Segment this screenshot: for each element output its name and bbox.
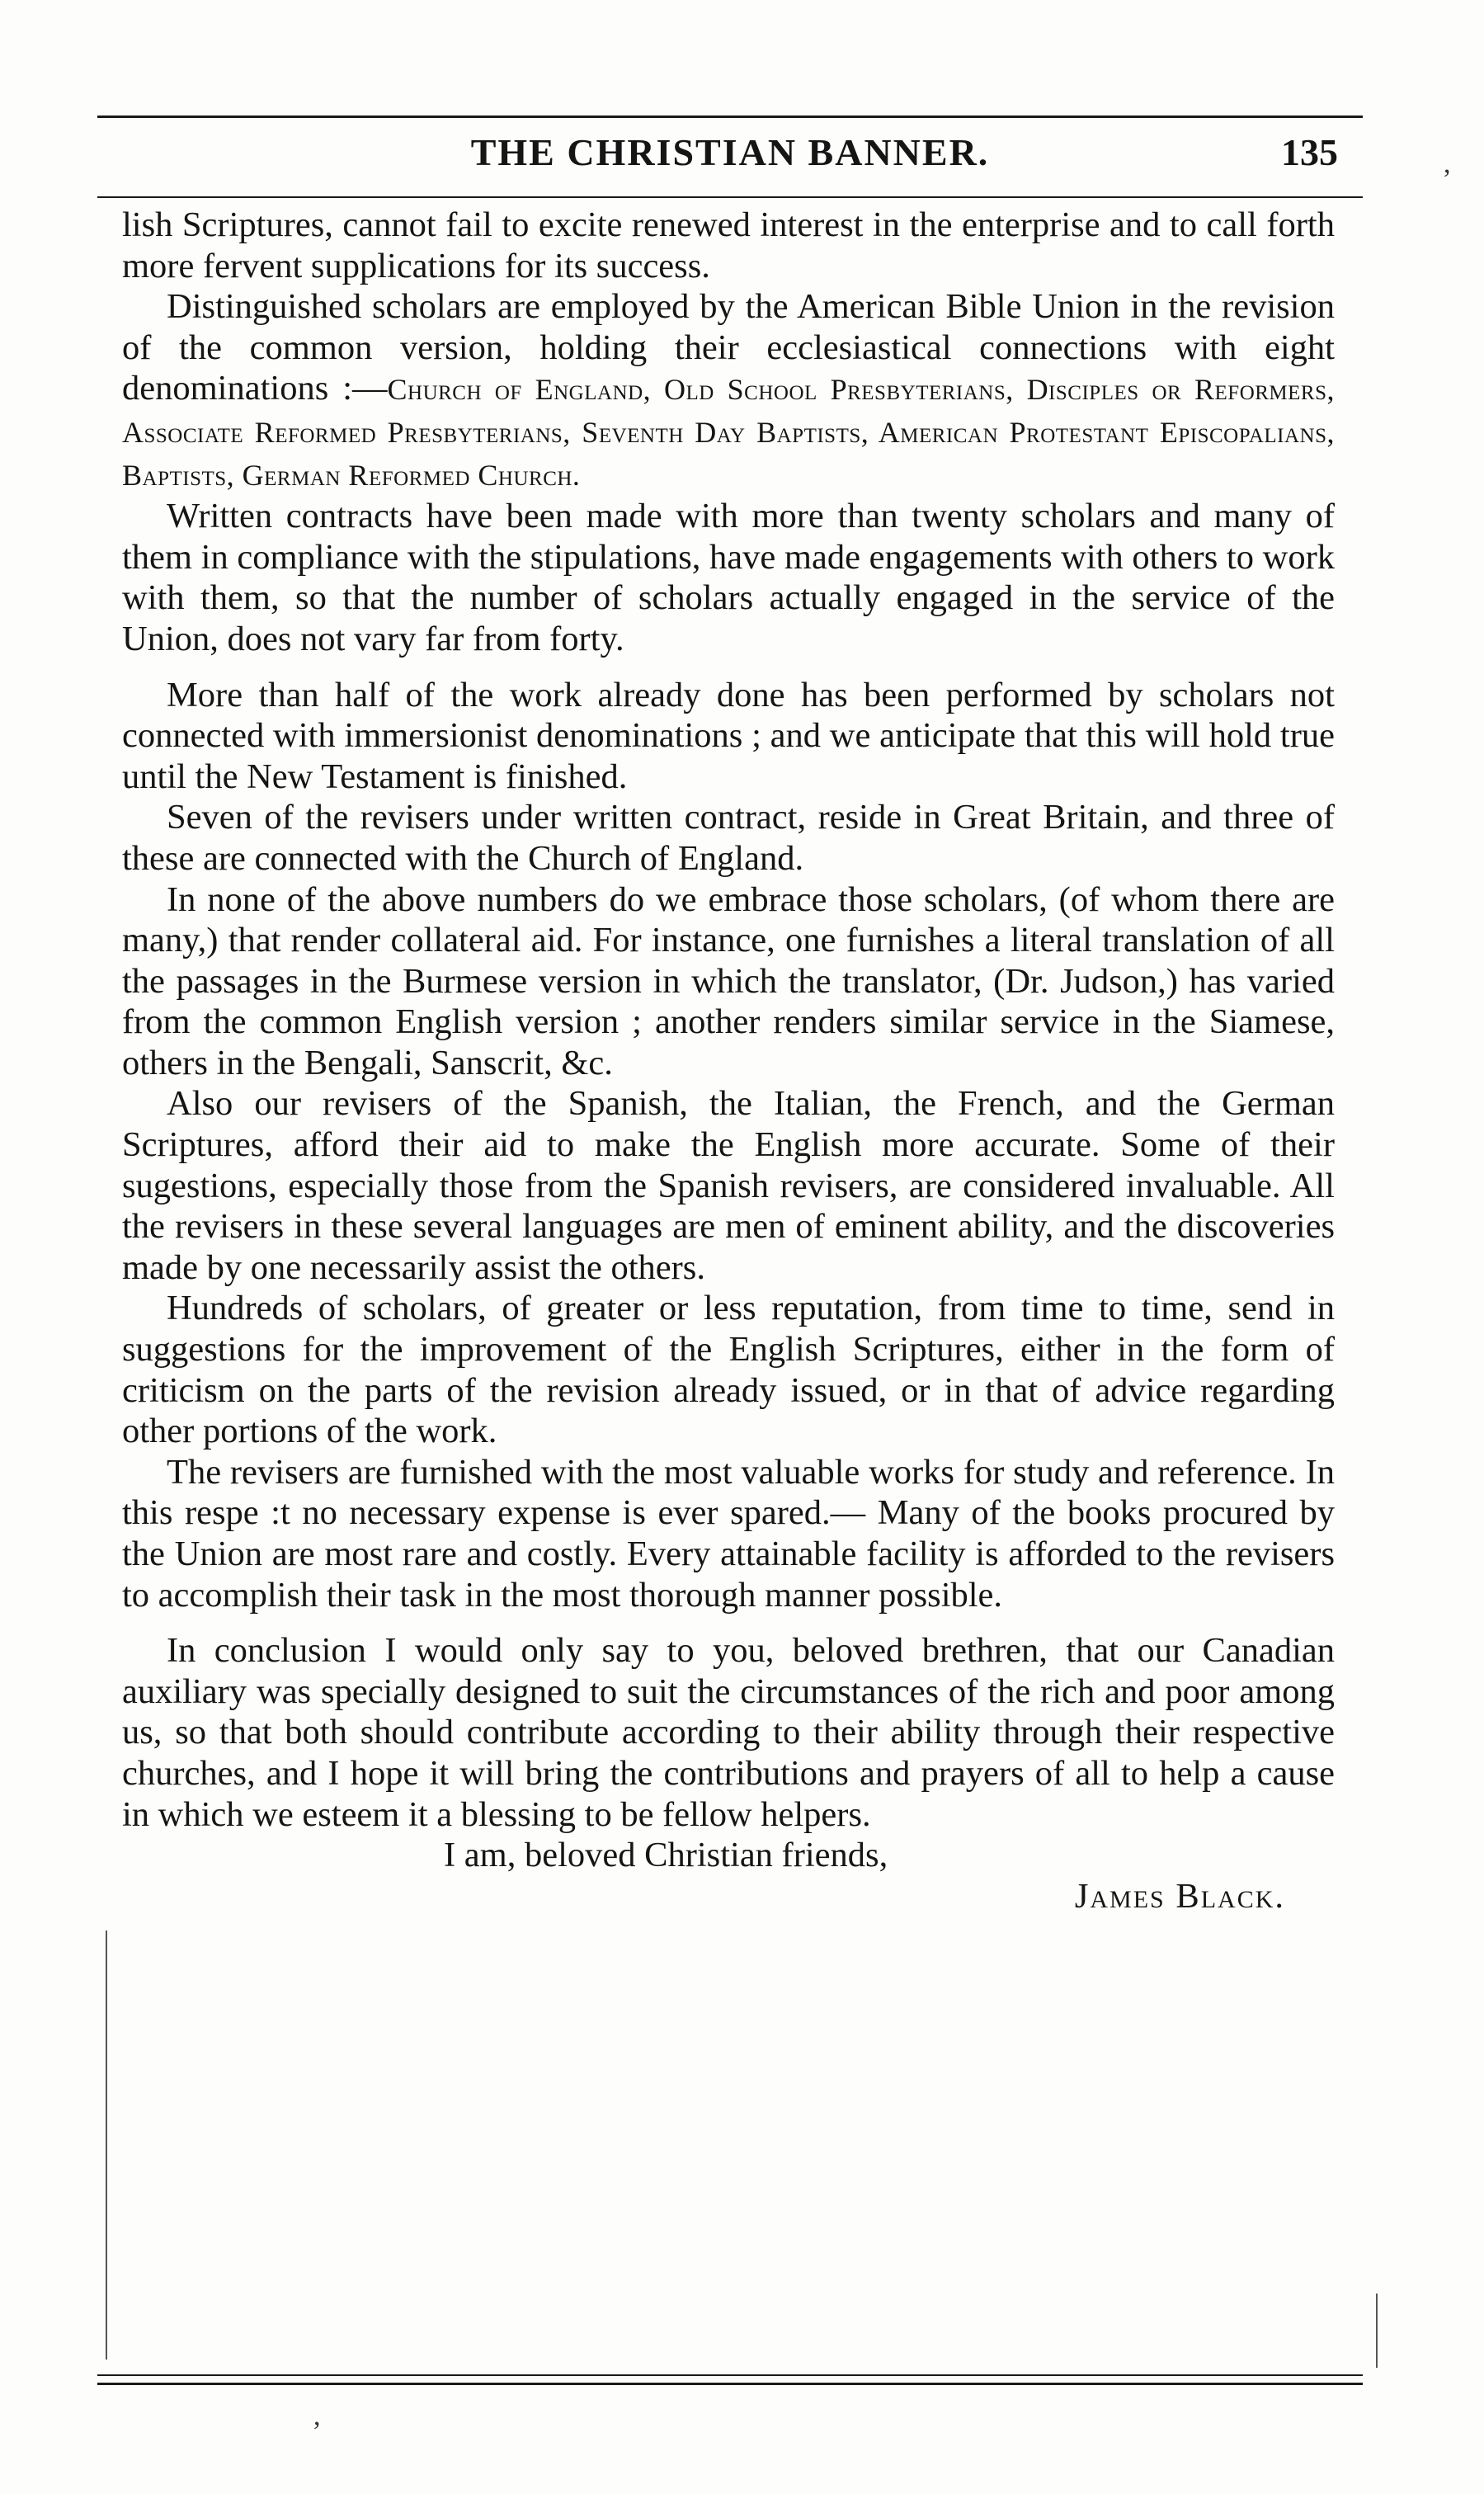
denominations-list: Church of England, Old School Presbyterians, Disciples or Reformers, Associate Reformed Presbyterians, Seventh Day Baptists, American Protestant Episcopalians, Baptists, German Reformed Church. bbox=[122, 373, 1336, 492]
paragraph: In conclusion I would only say to you, beloved brethren, that our Canadian auxiliary was specially designed to suit the circumstances of the rich and poor among us, so that both should contribute according to their ability through their respective churches, and I hope it will bring the contributions and prayers of all to help a cause in which we esteem it a blessing to be fellow helpers. bbox=[122, 1631, 1335, 1834]
bottom-rule-inner bbox=[97, 2374, 1363, 2376]
top-rule bbox=[97, 116, 1363, 118]
page-header bbox=[97, 124, 1363, 190]
paragraph: Written contracts have been made with more than twenty scholars and many of them in compliance with the stipulations, have made engagements with others to work with them, so that the number of scholars actually engaged in the service of the Union, does not vary far from forty. bbox=[122, 497, 1335, 658]
paragraph: Distinguished scholars are employed by the American Bible Union in the revision of the common version, holding their ecclesiastical connections with eight denominations :—Church of England, Old School Presbyterians, Disciples or Reformers, Associate Reformed Presbyterians, Seventh Day Baptists, American Protestant Episcopalians, Baptists, German Reformed Church. bbox=[122, 287, 1336, 492]
margin-speck: , bbox=[1444, 149, 1451, 179]
paragraph: Also our revisers of the Spanish, the Italian, the French, and the German Scriptures, afford their aid to make the English more accurate. Some of their sugestions, especially those from the Spanish revisers, are considered invaluable. All the revisers in these several languages are men of eminent ability, and the discoveries made by one necessarily assist the others. bbox=[122, 1084, 1335, 1287]
page-number: 135 bbox=[1281, 131, 1338, 173]
paragraph: The revisers are furnished with the most valuable works for study and reference. In this respe :t no necessary expense is ever spared.— Many of the books procured by the Union are most rare and costly. Every attainable facility is afforded to the revisers to accomplish their task in the most thorough manner possible. bbox=[122, 1452, 1335, 1615]
running-title: THE CHRISTIAN BANNER. bbox=[470, 131, 990, 173]
header-rule bbox=[97, 196, 1363, 198]
paragraph: Hundreds of scholars, of greater or less reputation, from time to time, send in suggestions for the improvement of the English Scriptures, either in the form of criticism on the parts of the revision already issued, or in that of advice regarding other portions of the work. bbox=[122, 1289, 1335, 1451]
paragraph: More than half of the work already done has been performed by scholars not connected with immersionist denominations ; and we anticipate that this will hold true until the New Testament is finished. bbox=[122, 675, 1335, 796]
signature: James Black. bbox=[1074, 1876, 1285, 1916]
paragraph: lish Scriptures, cannot fail to excite renewed interest in the enterprise and to call forth more fervent supplications for its success. bbox=[122, 205, 1335, 285]
paragraph: Seven of the revisers under written contract, reside in Great Britain, and three of these are connected with the Church of England. bbox=[122, 798, 1335, 878]
bottom-rule bbox=[97, 2383, 1363, 2385]
left-margin-line bbox=[106, 1931, 107, 2360]
margin-speck: , bbox=[313, 2401, 321, 2431]
right-margin-line bbox=[1376, 2294, 1378, 2368]
article-body bbox=[122, 205, 1335, 1916]
paragraph: In none of the above numbers do we embrace those scholars, (of whom there are many,) that render collateral aid. For instance, one furnishes a literal translation of all the passages in the Burmese version in which the translator, (Dr. Judson,) has varied from the common English version ; another renders similar service in the Siamese, others in the Bengali, Sanscrit, &c. bbox=[122, 879, 1335, 1082]
closing-line: I am, beloved Christian friends, bbox=[444, 1836, 888, 1875]
